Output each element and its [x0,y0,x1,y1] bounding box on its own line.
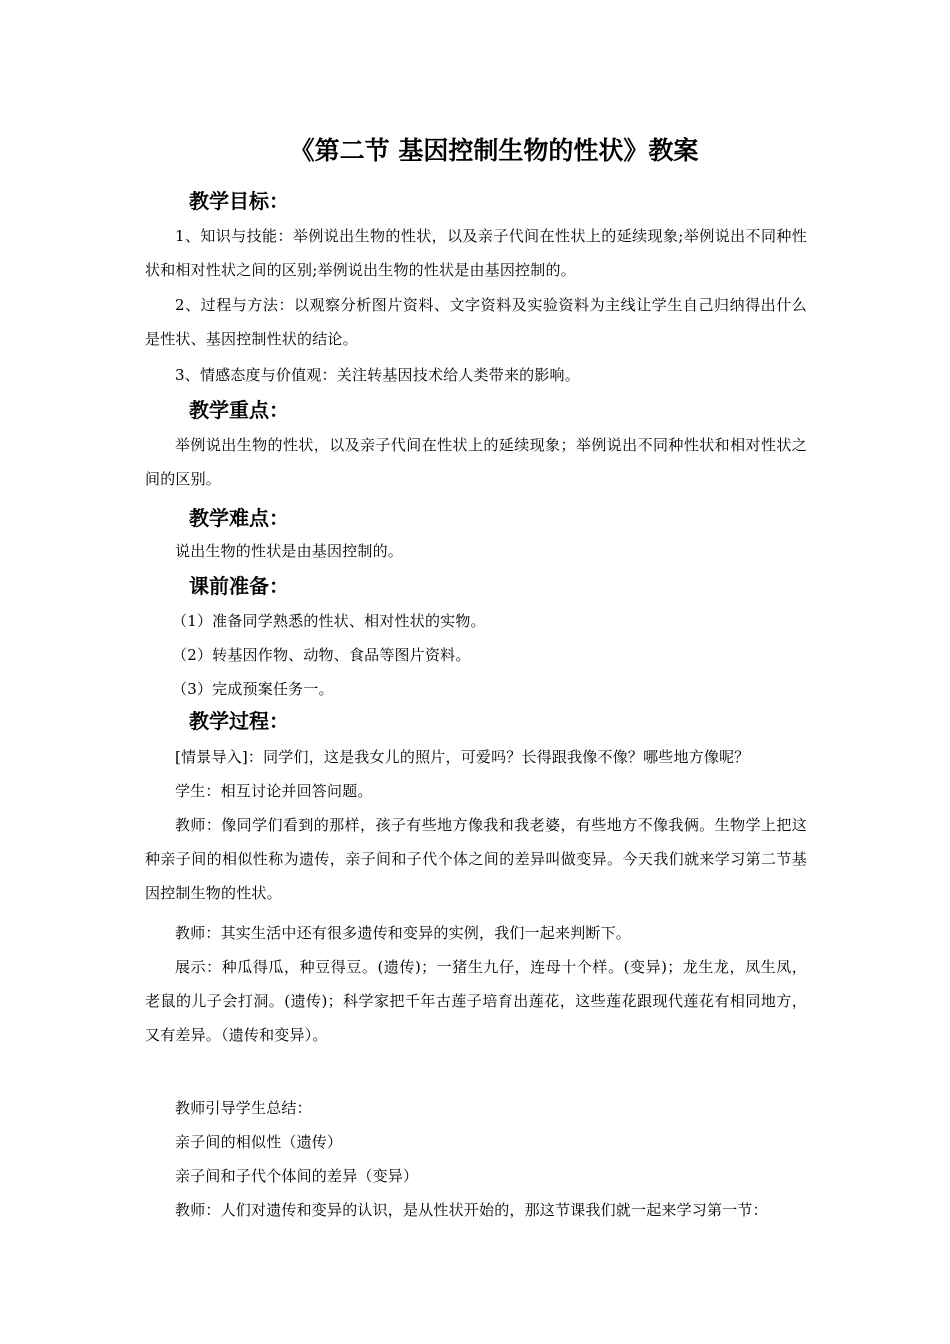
difficulties-text: 说出生物的性状是由基因控制的。 [175,542,404,560]
heading-difficulties: 教学难点： [189,506,289,530]
document-title: 《第二节 基因控制生物的性状》教案 [289,136,699,165]
heading-preparation: 课前准备： [189,574,289,598]
process-line-teacher-3: 教师：人们对遗传和变异的认识，是从性状开始的，那这节课我们就一起来学习第一节： [175,1201,768,1219]
process-line-heredity: 亲子间的相似性（遗传） [175,1133,343,1151]
objective-item-3: 3、情感态度与价值观：关注转基因技术给人类带来的影响。 [175,366,580,384]
process-line-intro: [情景导入]：同学们，这是我女儿的照片，可爱吗？长得跟我像不像？哪些地方像呢？ [175,748,750,766]
preparation-item-2: （2）转基因作物、动物、食品等图片资料。 [172,646,471,664]
heading-key-points: 教学重点： [189,398,289,422]
objective-item-2: 2、过程与方法：以观察分析图片资料、文字资料及实验资料为主线让学生自己归纳得出什么是性状、基因控制性状的结论。 [145,296,807,348]
preparation-item-3: （3）完成预案任务一。 [172,680,334,698]
process-line-display: 展示：种瓜得瓜，种豆得豆。(遗传)；一猪生九仔，连母十个样。(变异)；龙生龙，凤生凤，老鼠的儿子会打洞。(遗传)；科学家把千年古莲子培育出莲花，这些莲花跟现代莲花有相同地方，又有差异。（遗传和变异）。 [145,958,807,1044]
heading-objectives: 教学目标： [189,189,289,213]
process-line-student: 学生：相互讨论并回答问题。 [175,782,373,800]
objective-item-1: 1、知识与技能：举例说出生物的性状，以及亲子代间在性状上的延续现象;举例说出不同种性状和相对性状之间的区别;举例说出生物的性状是由基因控制的。 [145,227,807,279]
process-line-teacher-2: 教师：其实生活中还有很多遗传和变异的实例，我们一起来判断下。 [175,924,632,942]
heading-process: 教学过程： [189,709,289,733]
process-line-summary-lead: 教师引导学生总结： [175,1099,312,1117]
preparation-item-1: （1）准备同学熟悉的性状、相对性状的实物。 [172,612,486,630]
process-line-teacher-1: 教师：像同学们看到的那样，孩子有些地方像我和我老婆，有些地方不像我俩。生物学上把这种亲子间的相似性称为遗传，亲子间和子代个体之间的差异叫做变异。今天我们就来学习第二节基因控制生物的性状。 [145,816,807,902]
process-line-variation: 亲子间和子代个体间的差异（变异） [175,1167,419,1185]
key-points-text: 举例说出生物的性状，以及亲子代间在性状上的延续现象；举例说出不同种性状和相对性状之间的区别。 [145,436,807,488]
